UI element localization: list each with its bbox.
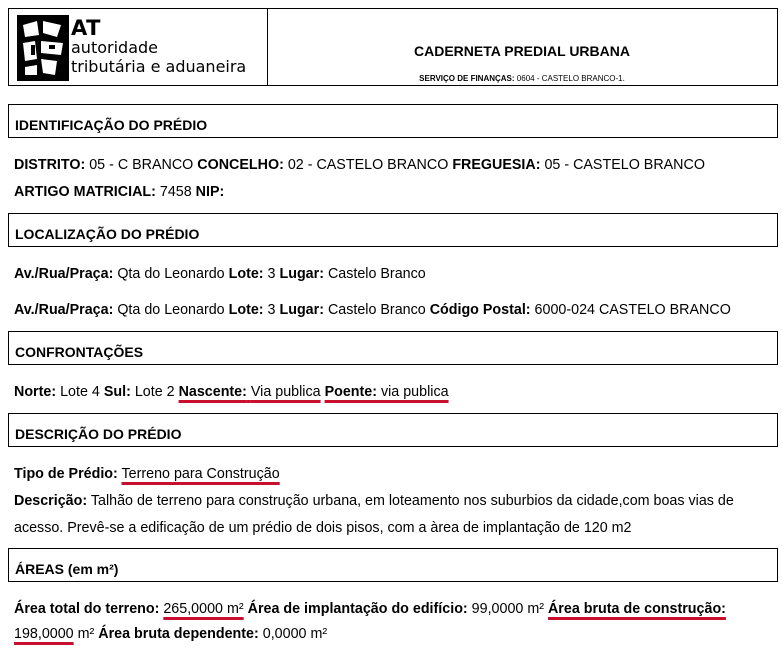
artigo-value: 7458 xyxy=(159,184,192,200)
rua-label: Av./Rua/Praça: xyxy=(14,302,114,318)
lote-label: Lote: xyxy=(228,302,264,318)
section-title-areas: ÁREAS (em m²) xyxy=(15,561,119,577)
area-implantacao-value: 99,0000 m² xyxy=(471,601,544,617)
identificacao-line-2 xyxy=(14,184,224,200)
nascente-label: Nascente: xyxy=(178,384,247,400)
poente-label: Poente: xyxy=(324,384,377,400)
service-label: SERVIÇO DE FINANÇAS: xyxy=(419,74,515,83)
service-line xyxy=(267,74,777,83)
rua-label: Av./Rua/Praça: xyxy=(14,266,114,282)
section-confrontacoes xyxy=(8,331,778,365)
identificacao-line-1 xyxy=(14,157,705,173)
tipo-predio-value: Terreno para Construção xyxy=(121,466,280,482)
area-total-label: Área total do terreno: xyxy=(14,601,160,617)
section-areas xyxy=(8,548,778,582)
concelho-value: 02 - CASTELO BRANCO xyxy=(287,157,449,173)
distrito-label: DISTRITO: xyxy=(14,157,86,173)
logo-line-1: autoridade xyxy=(71,38,158,57)
service-value: 0604 - CASTELO BRANCO-1. xyxy=(516,74,625,83)
codigo-postal-label: Código Postal: xyxy=(429,302,531,318)
descricao-label: Descrição: xyxy=(14,493,88,509)
tipo-predio-line xyxy=(14,466,280,482)
sul-label: Sul: xyxy=(103,384,131,400)
distrito-value: 05 - C BRANCO xyxy=(89,157,194,173)
area-total-value: 265,0000 m² xyxy=(163,601,244,617)
lote-value: 3 xyxy=(267,302,276,318)
freguesia-label: FREGUESIA: xyxy=(452,157,541,173)
localizacao-line-2 xyxy=(14,302,731,318)
areas-line-2 xyxy=(14,626,327,642)
logo-line-2: tributária e aduaneira xyxy=(71,57,247,76)
section-title-confrontacoes: CONFRONTAÇÕES xyxy=(15,344,144,360)
norte-value: Lote 4 xyxy=(60,384,100,400)
freguesia-value: 05 - CASTELO BRANCO xyxy=(544,157,705,173)
document-title: CADERNETA PREDIAL URBANA xyxy=(414,43,630,59)
section-descricao xyxy=(8,413,778,447)
poente-value: via publica xyxy=(380,384,449,400)
lugar-label: Lugar: xyxy=(279,266,324,282)
at-logo xyxy=(9,9,268,85)
rua-value: Qta do Leonardo xyxy=(117,302,225,318)
at-emblem-icon xyxy=(17,15,69,81)
norte-label: Norte: xyxy=(14,384,57,400)
rua-value: Qta do Leonardo xyxy=(117,266,225,282)
area-bruta-unit: m² xyxy=(77,626,95,642)
lote-value: 3 xyxy=(267,266,276,282)
area-implantacao-label: Área de implantação do edifício: xyxy=(247,601,468,617)
lugar-value: Castelo Branco xyxy=(327,266,426,282)
section-title-descricao: DESCRIÇÃO DO PRÉDIO xyxy=(15,426,182,442)
logo-wordmark xyxy=(71,16,247,76)
descricao-text: Talhão de terreno para construção urbana, em loteamento nos suburbios da cidade,com boas vias de acesso. Prevê-se a edificação de um prédio de dois pisos, com a àrea de implantação de 120 m2 xyxy=(14,493,734,536)
nip-label: NIP: xyxy=(195,184,225,200)
artigo-label: ARTIGO MATRICIAL: xyxy=(14,184,156,200)
concelho-label: CONCELHO: xyxy=(197,157,284,173)
area-dependente-label: Área bruta dependente: xyxy=(98,626,259,642)
codigo-postal-value: 6000-024 CASTELO BRANCO xyxy=(534,302,731,318)
nascente-highlight xyxy=(179,384,321,400)
section-identificacao xyxy=(8,104,778,138)
document-header xyxy=(8,8,778,86)
section-title-identificacao: IDENTIFICAÇÃO DO PRÉDIO xyxy=(15,117,208,133)
area-dependente-value: 0,0000 m² xyxy=(262,626,328,642)
nascente-value: Via publica xyxy=(250,384,321,400)
lugar-value: Castelo Branco xyxy=(327,302,426,318)
area-bruta-label: Área bruta de construção: xyxy=(547,601,726,617)
tipo-predio-label: Tipo de Prédio: xyxy=(14,466,118,482)
lote-label: Lote: xyxy=(228,266,264,282)
sul-value: Lote 2 xyxy=(134,384,175,400)
confrontacoes-line xyxy=(14,384,449,400)
poente-highlight xyxy=(325,384,449,400)
lugar-label: Lugar: xyxy=(279,302,324,318)
section-title-localizacao: LOCALIZAÇÃO DO PRÉDIO xyxy=(15,226,200,242)
section-localizacao xyxy=(8,213,778,247)
logo-at: AT xyxy=(71,16,101,40)
area-bruta-value: 198,0000 xyxy=(14,626,74,642)
areas-line-1 xyxy=(14,601,726,617)
descricao-paragraph xyxy=(14,488,778,542)
localizacao-line-1 xyxy=(14,266,426,282)
